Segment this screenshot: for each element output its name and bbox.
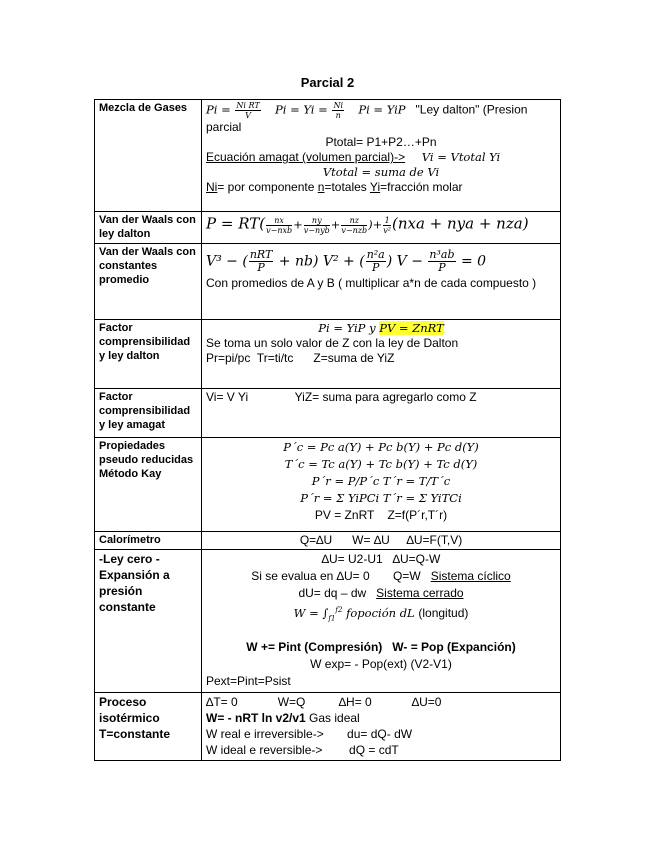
row-header: Calorímetro: [95, 532, 202, 550]
highlighted-equation: PV = ZnRT: [379, 321, 444, 335]
amagat-label: Ecuación amagat (volumen parcial)->: [206, 150, 406, 164]
row-content: Pi = YiP y PV = ZnRT Se toma un solo valor de Z con la ley de Dalton Pr=pi/pc Tr=ti/tc Z=suma de YiZ: [202, 320, 561, 389]
table-row: [95, 212, 561, 244]
row-content: P = RT( $\frac{nx}{\text{v−nxb}}$ + $\frac{ny}{\text{v−nyb}}$ + $\frac{nz}{\text{v−nzb}}$ )+ $\frac{1}{\text{v²}}$ (nxa + nya + nza): [202, 212, 561, 244]
row-header: -Ley cero -Expansión a presión constante: [95, 550, 202, 693]
ptotal-line: Ptotal= P1+P2…+Pn: [325, 135, 437, 149]
row-header: Mezcla de Gases: [95, 100, 202, 212]
amagat-z-line: Vi= V Yi YiZ= suma para agregarlo como Z: [206, 390, 477, 404]
row-content: ∆T= 0 W=Q ∆H= 0 ∆U=0 W= - nRT ln v2/v1 Gas ideal W real e irreversible-> du= dQ- dW W ideal e reversible-> dQ = cdT: [202, 693, 561, 761]
row-content: V³ − ( $\frac{\text{nRT}}{P}$ + nb) V² + ( $\frac{\text{n²a}}{P}$ ) V − $\frac{\text{n³ab}}{P}$ = 0 Con promedios de A y B ( multiplicar a*n de cada compuesto ): [202, 244, 561, 320]
row-content: Pi = $\frac{\text{Ni RT}}{V}$ Pi = Yi = $\frac{Ni}{n}$ Pi = YiP "Ley dalton" (Presion parcial Ptotal= P1+P2…+Pn Ecuación amagat (volumen parcial)-> Vi = Vtotal Yi Vtotal = suma de Vi Ni= por componente n=totales Yi=fracción molar: [202, 100, 561, 212]
reduced-line: Pr=pi/pc Tr=ti/tc Z=suma de YiZ: [206, 351, 395, 365]
row-content: P´c = Pc a(Y) + Pc b(Y) + Pc d(Y) T´c = Tc a(Y) + Tc b(Y) + Tc d(Y) P´r = P/P´c T´r = T/T´c P´r = Σ YiPCi T´r = Σ YiTCi PV = ZnRT Z=f(P´r,T´r): [202, 438, 561, 532]
page-title: Parcial 2: [300, 75, 355, 90]
table-row: [95, 320, 561, 389]
row-header: Proceso isotérmico T=constante: [95, 693, 202, 761]
work-sign-line: W += Pint (Compresión) W- = Pop (Expanción): [246, 640, 516, 655]
row-content: ∆U= U2-U1 ∆U=Q-W Si se evalua en ∆U= 0 Q=W Sistema cíclico dU= dq – dw Sistema cerrado $W = \int_{f1}^{f2}$ fopoción dL (longitud) W += Pint (Compresión) W- = Pop (Expanción) W exp= - Pop(ext) (V2-V1) Pext=Pint=Psist: [202, 550, 561, 693]
table-row: [95, 244, 561, 320]
row-header: Propiedades pseudo reducidas Método Kay: [95, 438, 202, 532]
dalton-note: "Ley dalton" (Presion parcial: [206, 102, 528, 134]
row-header: Factor comprensibilidad y ley dalton: [95, 320, 202, 389]
table-row: [95, 693, 561, 761]
table-row: [95, 438, 561, 532]
table-row: [95, 100, 561, 212]
row-header: Van der Waals con constantes promedio: [95, 244, 202, 320]
promedio-note: Con promedios de A y B ( multiplicar a*n de cada compuesto ): [206, 276, 537, 290]
row-header: Factor comprensibilidad y ley amagat: [95, 389, 202, 438]
legend-line: Ni= por componente n=totales Yi=fracción molar: [206, 180, 463, 194]
row-content: Q=∆U W= ∆U ∆U=F(T,V): [202, 532, 561, 550]
table-row: [95, 532, 561, 550]
table-row: [95, 389, 561, 438]
dalton-z-line: Se toma un solo valor de Z con la ley de Dalton: [206, 336, 459, 350]
vtotal-line: Vtotal = suma de Vi: [322, 165, 440, 179]
table-row: [95, 550, 561, 693]
row-header: Van der Waals con ley dalton: [95, 212, 202, 244]
formula-table: [94, 99, 561, 761]
row-content: [202, 389, 561, 438]
